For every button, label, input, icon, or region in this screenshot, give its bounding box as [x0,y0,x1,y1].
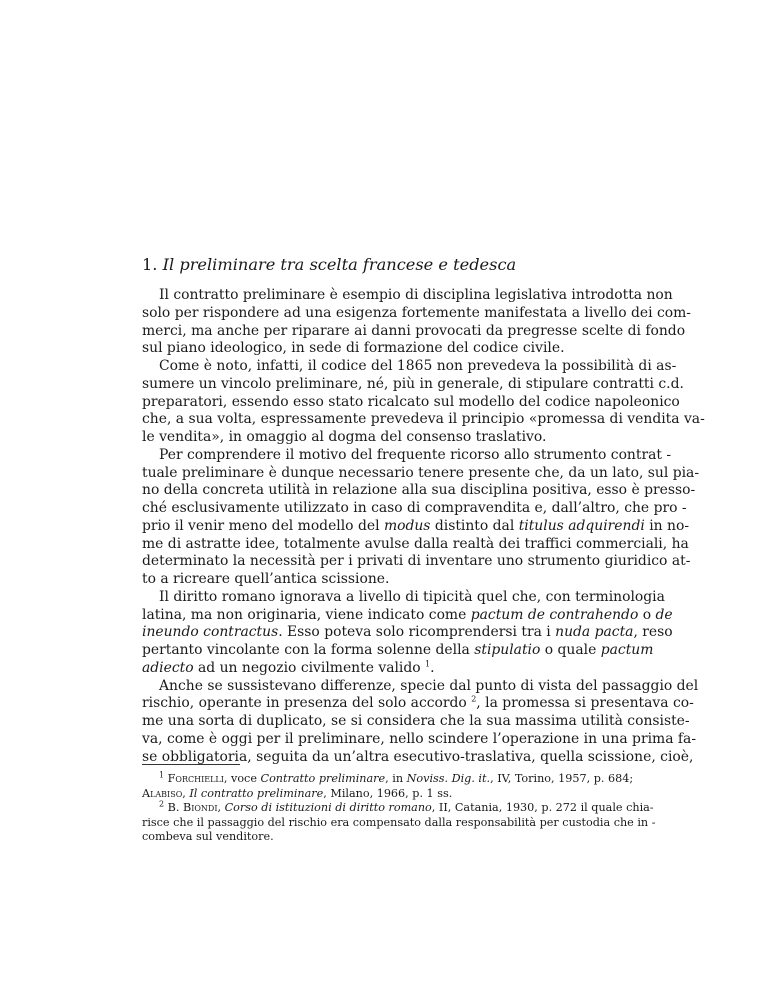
paragraph-line [142,624,673,642]
paragraph-line [142,446,672,465]
text-segment: tuale preliminare è dunque necessario tenere presente che, da un lato, sul pia- [142,464,700,481]
text-segment: o quale [540,642,601,658]
text-segment: stipulatio [474,642,541,658]
text-segment: nuda pacta [555,624,634,641]
paragraph-line [142,642,654,660]
text-segment: , Milano, 1966, p. 1 ss. [323,786,453,800]
text-segment: , [182,786,190,800]
text-segment: no della concreta utilità in relazione alla sua disciplina positiva, esso è presso- [142,482,696,499]
paragraph-line [142,571,630,589]
text-segment: titulus adquirendi [518,517,645,534]
text-segment: preparatori, essendo esso stato ricalcato sul modello del codice napoleonico [142,393,680,410]
paragraph-line [142,713,690,731]
text-segment: in no- [644,517,690,534]
footnote-marker: 2 [159,799,165,809]
text-segment: Corso di istituzioni di diritto romano [224,801,432,815]
paragraph-line [142,464,700,483]
text-segment: ineundo contractus [142,624,279,641]
paragraph-line [142,375,684,394]
text-segment: , reso [633,624,673,641]
text-segment: determinato la necessità per i privati di inventare uno strumento giuridico at- [142,553,691,570]
paragraph-line [142,730,697,749]
text-segment: merci, ma anche per riparare ai danni provocati da pregresse scelte di fondo [142,322,686,339]
paragraph-line [142,677,699,696]
text-segment: Forchielli [167,772,224,785]
text-segment: Come è noto, infatti, il codice del 1865 non prevedeva la possibilità di as- [159,358,677,374]
text-segment: distinto dal [430,517,519,534]
text-segment: pactum de contrahendo [470,606,639,623]
section-heading [142,255,516,274]
text-segment: , IV, Torino, 1957, p. 684; [490,772,634,785]
paragraph-line [142,358,677,376]
section-number: 1. [142,255,158,274]
footnotes [142,770,656,845]
paragraph-line [142,553,691,571]
text-segment: Il diritto romano ignorava a livello di tipicità quel che, con terminologia [159,588,665,605]
paragraph-line [142,287,673,305]
text-segment: pertanto vincolante con la forma solenne della [142,642,475,658]
paragraph-line [142,606,673,625]
text-segment: adiecto [142,659,194,676]
text-segment: Biondi [182,801,218,815]
footnote-line [142,830,630,845]
text-segment: Noviss. Dig. it. [406,772,491,785]
text-segment: Anche se sussistevano differenze, specie dal punto di vista del passaggio del [159,677,699,694]
text-segment: modus [383,517,431,534]
text-segment: risce che il passaggio del rischio era compensato dalla responsabilità per custodia che in - [142,815,656,829]
section-title: Il preliminare tra scelta francese e tedesca [162,255,517,274]
body-text [142,287,705,766]
footnote-line [142,770,634,787]
footnote-line [142,799,654,816]
text-segment: Alabiso [142,786,183,800]
paragraph-line [142,482,696,500]
text-segment: solo per rispondere ad una esigenza fortemente manifestata a livello dei com- [142,304,691,321]
paragraph-line [142,322,686,341]
paragraph-line [142,393,680,412]
text-segment: Il contratto preliminare è esempio di disciplina legislativa introdotta non [159,287,673,303]
text-segment: prio il venir meno del modello del [142,517,384,534]
text-segment: , la promessa si presentava co- [476,695,694,712]
paragraph-line [142,429,630,447]
text-segment: pactum [600,642,654,658]
paragraph-line [142,660,630,678]
text-segment: to a ricreare quell’antica scissione. [142,571,390,587]
footnote-line [142,787,630,802]
text-segment: sumere un vincolo preliminare, né, più in generale, di stipulare contratti c.d. [142,375,684,392]
text-segment: , II, Catania, 1930, p. 272 il quale chia- [431,801,654,815]
footnote-line [142,815,656,831]
text-segment: de [655,606,673,623]
text-segment: B. [164,801,183,815]
text-segment: . [430,659,435,676]
paragraph-line [142,535,689,554]
text-segment: Per comprendere il motivo del frequente ricorso allo strumento contrat - [159,446,672,463]
text-segment: , voce [223,772,261,785]
text-segment: ché esclusivamente utilizzato in caso di compravendita e, dall’altro, che pro - [142,500,687,516]
text-segment: me di astratte idee, totalmente avulse dalla realtà dei traffici commerciali, ha [142,535,689,552]
text-segment: . Esso poteva solo ricomprendersi tra i [278,624,556,641]
text-segment: che, a sua volta, espressamente prevedeva il principio «promessa di vendita va- [142,411,705,428]
text-segment: se obbligatoria, seguita da un’altra esecutivo-traslativa, quella scissione, cioè, [142,748,694,765]
text-segment: latina, ma non originaria, viene indicato come [142,606,471,623]
text-segment: Il contratto preliminare [189,786,324,800]
text-segment: Contratto preliminare [260,772,386,785]
footnote-separator [142,764,240,765]
text-segment: le vendita», in omaggio al dogma del consenso traslativo. [142,429,547,445]
text-segment: va, come è oggi per il preliminare, nello scindere l’operazione in una prima fa- [142,730,697,747]
footnote-marker: 1 [425,659,431,669]
paragraph-line [142,304,691,323]
text-segment: ad un negozio civilmente valido [193,659,426,676]
text-segment: me una sorta di duplicato, se si considera che la sua massima utilità consiste- [142,713,690,729]
text-segment: sul piano ideologico, in sede di formazione del codice civile. [142,340,565,357]
paragraph-line [142,500,687,518]
paragraph-line [142,411,705,429]
footnote-marker: 1 [159,770,165,780]
paragraph-line [142,340,630,358]
paragraph-line [142,588,665,607]
text-segment: , in [385,772,407,785]
text-segment: o [638,606,656,623]
text-segment: , [217,801,225,815]
paragraph-line [142,694,694,713]
footnote-marker: 2 [471,694,477,704]
text-segment: combeva sul venditore. [142,830,274,844]
paragraph-line [142,517,690,536]
text-segment: rischio, operante in presenza del solo accordo [142,695,472,712]
